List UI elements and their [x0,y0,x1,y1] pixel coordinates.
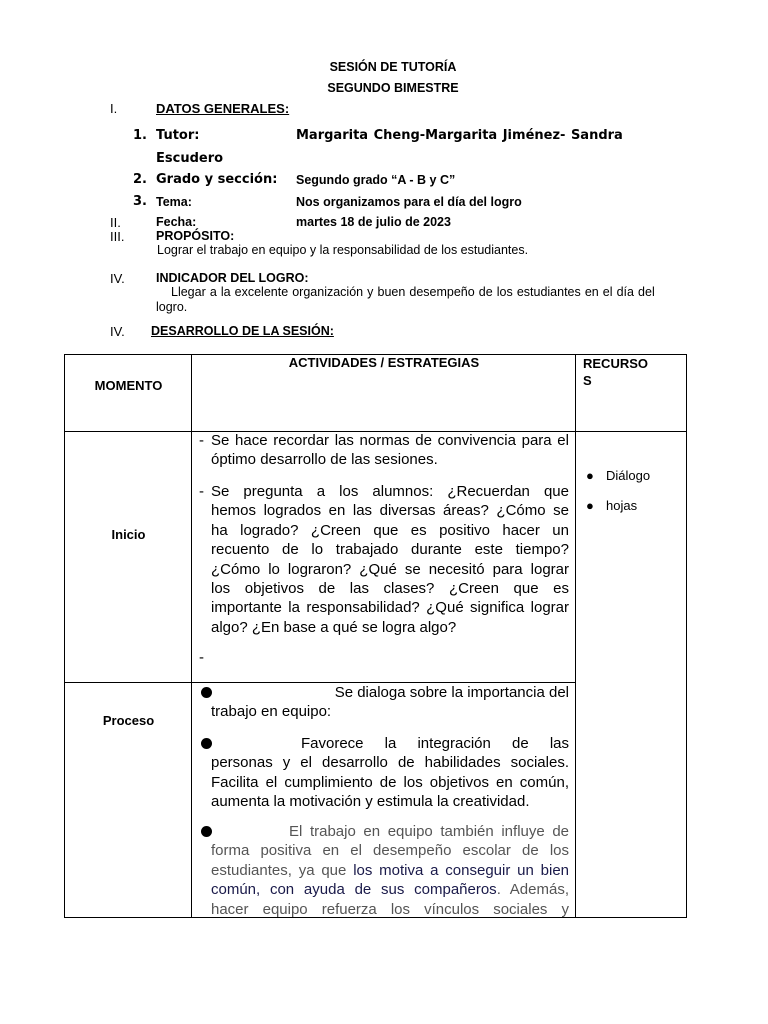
tutor-label: Tutor: [156,128,200,143]
recursos-list [586,461,650,521]
proceso-activity-3 [199,822,569,918]
recurso-label: Diálogo [606,468,651,483]
section-numeral-2: II. [110,215,121,230]
inicio-activity-2-line: recuento de lo trabajado durante este tiempo? [211,541,569,559]
tema-value: Nos organizamos para el día del logro [296,195,522,209]
proceso-activity-2-line: personas y el desarrollo de habilidades sociales. [211,754,569,772]
grado-label: Grado y sección: [156,172,278,187]
header-momento: MOMENTO [94,378,163,393]
tutor-number: 1. [133,128,147,143]
proceso-activity-2-line: Favorece la integración de las [301,735,569,752]
table-row-inicio [65,432,687,683]
header-actividades: ACTIVIDADES / ESTRATEGIAS [288,355,480,370]
proceso-label-cell [65,683,192,918]
header-momento-cell [65,355,192,432]
recursos-cell [576,432,687,918]
proceso-activity-2-line: aumenta la motivación y estimula la creatividad. [211,793,530,811]
bullet-icon: ● [586,468,594,483]
proceso-activity-3-text: . Además, [496,881,569,899]
proceso-activity-1-line: trabajo en equipo: [211,703,332,721]
indicador-heading: INDICADOR DEL LOGRO: [156,271,309,285]
inicio-activity-2-line: Se pregunta a los alumnos: ¿Recuerdan que [211,483,569,500]
proposito-heading: PROPÓSITO: [156,229,235,243]
recurso-item [586,491,650,521]
inicio-activities-cell [192,432,576,683]
document-subtitle: SEGUNDO BIMESTRE [327,81,459,95]
fecha-value: martes 18 de julio de 2023 [296,215,451,229]
proceso-activity-3-highlight: común, con ayuda de sus compañeros [211,881,497,899]
inicio-label: Inicio [111,527,146,542]
proceso-activity-2 [199,734,569,812]
tutor-value-continued: Escudero [156,151,224,166]
proceso-label: Proceso [102,713,155,728]
session-table [64,354,687,918]
bullet-icon [201,826,212,837]
indicador-text-continued: logro. [156,300,188,314]
grado-number: 2. [133,172,147,187]
inicio-activity-2-line: los objetivos de las clases? ¿Creen que es [211,580,569,598]
section-numeral-3: III. [110,229,125,244]
tema-number: 3. [133,194,147,209]
table-header-row [65,355,687,432]
bullet-icon [201,738,212,749]
fecha-label: Fecha: [156,215,197,229]
proposito-text: Lograr el trabajo en equipo y la responsabilidad de los estudiantes. [157,243,529,257]
proceso-activity-3-highlight: los motiva a conseguir un bien [353,861,569,879]
proceso-activity-3-line: hacer equipo refuerza los vínculos sociales y [211,900,569,918]
inicio-activity-1-line: Se hace recordar las normas de convivencia para el [211,432,569,449]
proceso-activity-2-line: Facilita el cumplimiento de los objetivos en común, [211,773,569,791]
inicio-activity-2-line: algo? ¿En base a qué se logra algo? [211,618,457,636]
inicio-activity-2-line: ha logrado? ¿Creen que es positivo hacer un [211,521,569,539]
inicio-activity-2-line: hemos logrados en las diversas áreas? ¿Cómo se [211,502,569,520]
recurso-label: hojas [606,498,638,513]
inicio-activity-2 [199,482,569,637]
inicio-activity-2-line: ¿Cómo lo lograron? ¿Qué se necesitó para lograr [211,560,569,578]
bullet-icon: ● [586,498,594,513]
section-numeral-1: I. [110,101,118,116]
header-actividades-cell [192,355,576,432]
proceso-activity-3-line: El trabajo en equipo también influye de [289,823,569,840]
proceso-activity-3-text: estudiantes, ya que [211,861,354,879]
bullet-icon [201,687,212,698]
inicio-label-cell [65,432,192,683]
proceso-activity-3-line [211,861,569,880]
section-numeral-5: IV. [110,324,125,339]
tema-label: Tema: [156,195,192,209]
document-title: SESIÓN DE TUTORÍA [329,60,457,74]
indicador-text: Llegar a la excelente organización y buen desempeño de los estudiantes en el día del [171,285,655,299]
desarrollo-heading: DESARROLLO DE LA SESIÓN: [151,324,334,338]
header-recursos-cell [576,355,687,432]
dash-marker: - [199,432,204,449]
proceso-activities-cell [192,683,576,918]
proceso-activity-3-line [211,880,569,899]
section-heading-datos-generales: DATOS GENERALES: [156,101,290,116]
section-numeral-4: IV. [110,271,125,286]
inicio-empty-dash: - [199,649,204,666]
recurso-item [586,461,650,491]
proceso-activity-3-line: forma positiva en el desempeño escolar de los [211,842,569,860]
inicio-activity-1 [199,431,569,470]
header-recursos-line2: S [583,373,592,388]
proceso-activity-1 [199,683,569,722]
proceso-activity-1-line: Se dialoga sobre la importancia del [334,684,569,701]
grado-value: Segundo grado “A - B y C” [296,173,456,187]
header-recursos [583,355,648,389]
header-recursos-line1: RECURSO [583,356,649,371]
tutor-value: Margarita Cheng-Margarita Jiménez- Sandra [296,128,623,143]
dash-marker: - [199,483,204,500]
inicio-activity-1-line: óptimo desarrollo de las sesiones. [211,451,438,469]
inicio-activity-2-line: importante la responsabilidad? ¿Qué significa lograr [211,599,569,617]
